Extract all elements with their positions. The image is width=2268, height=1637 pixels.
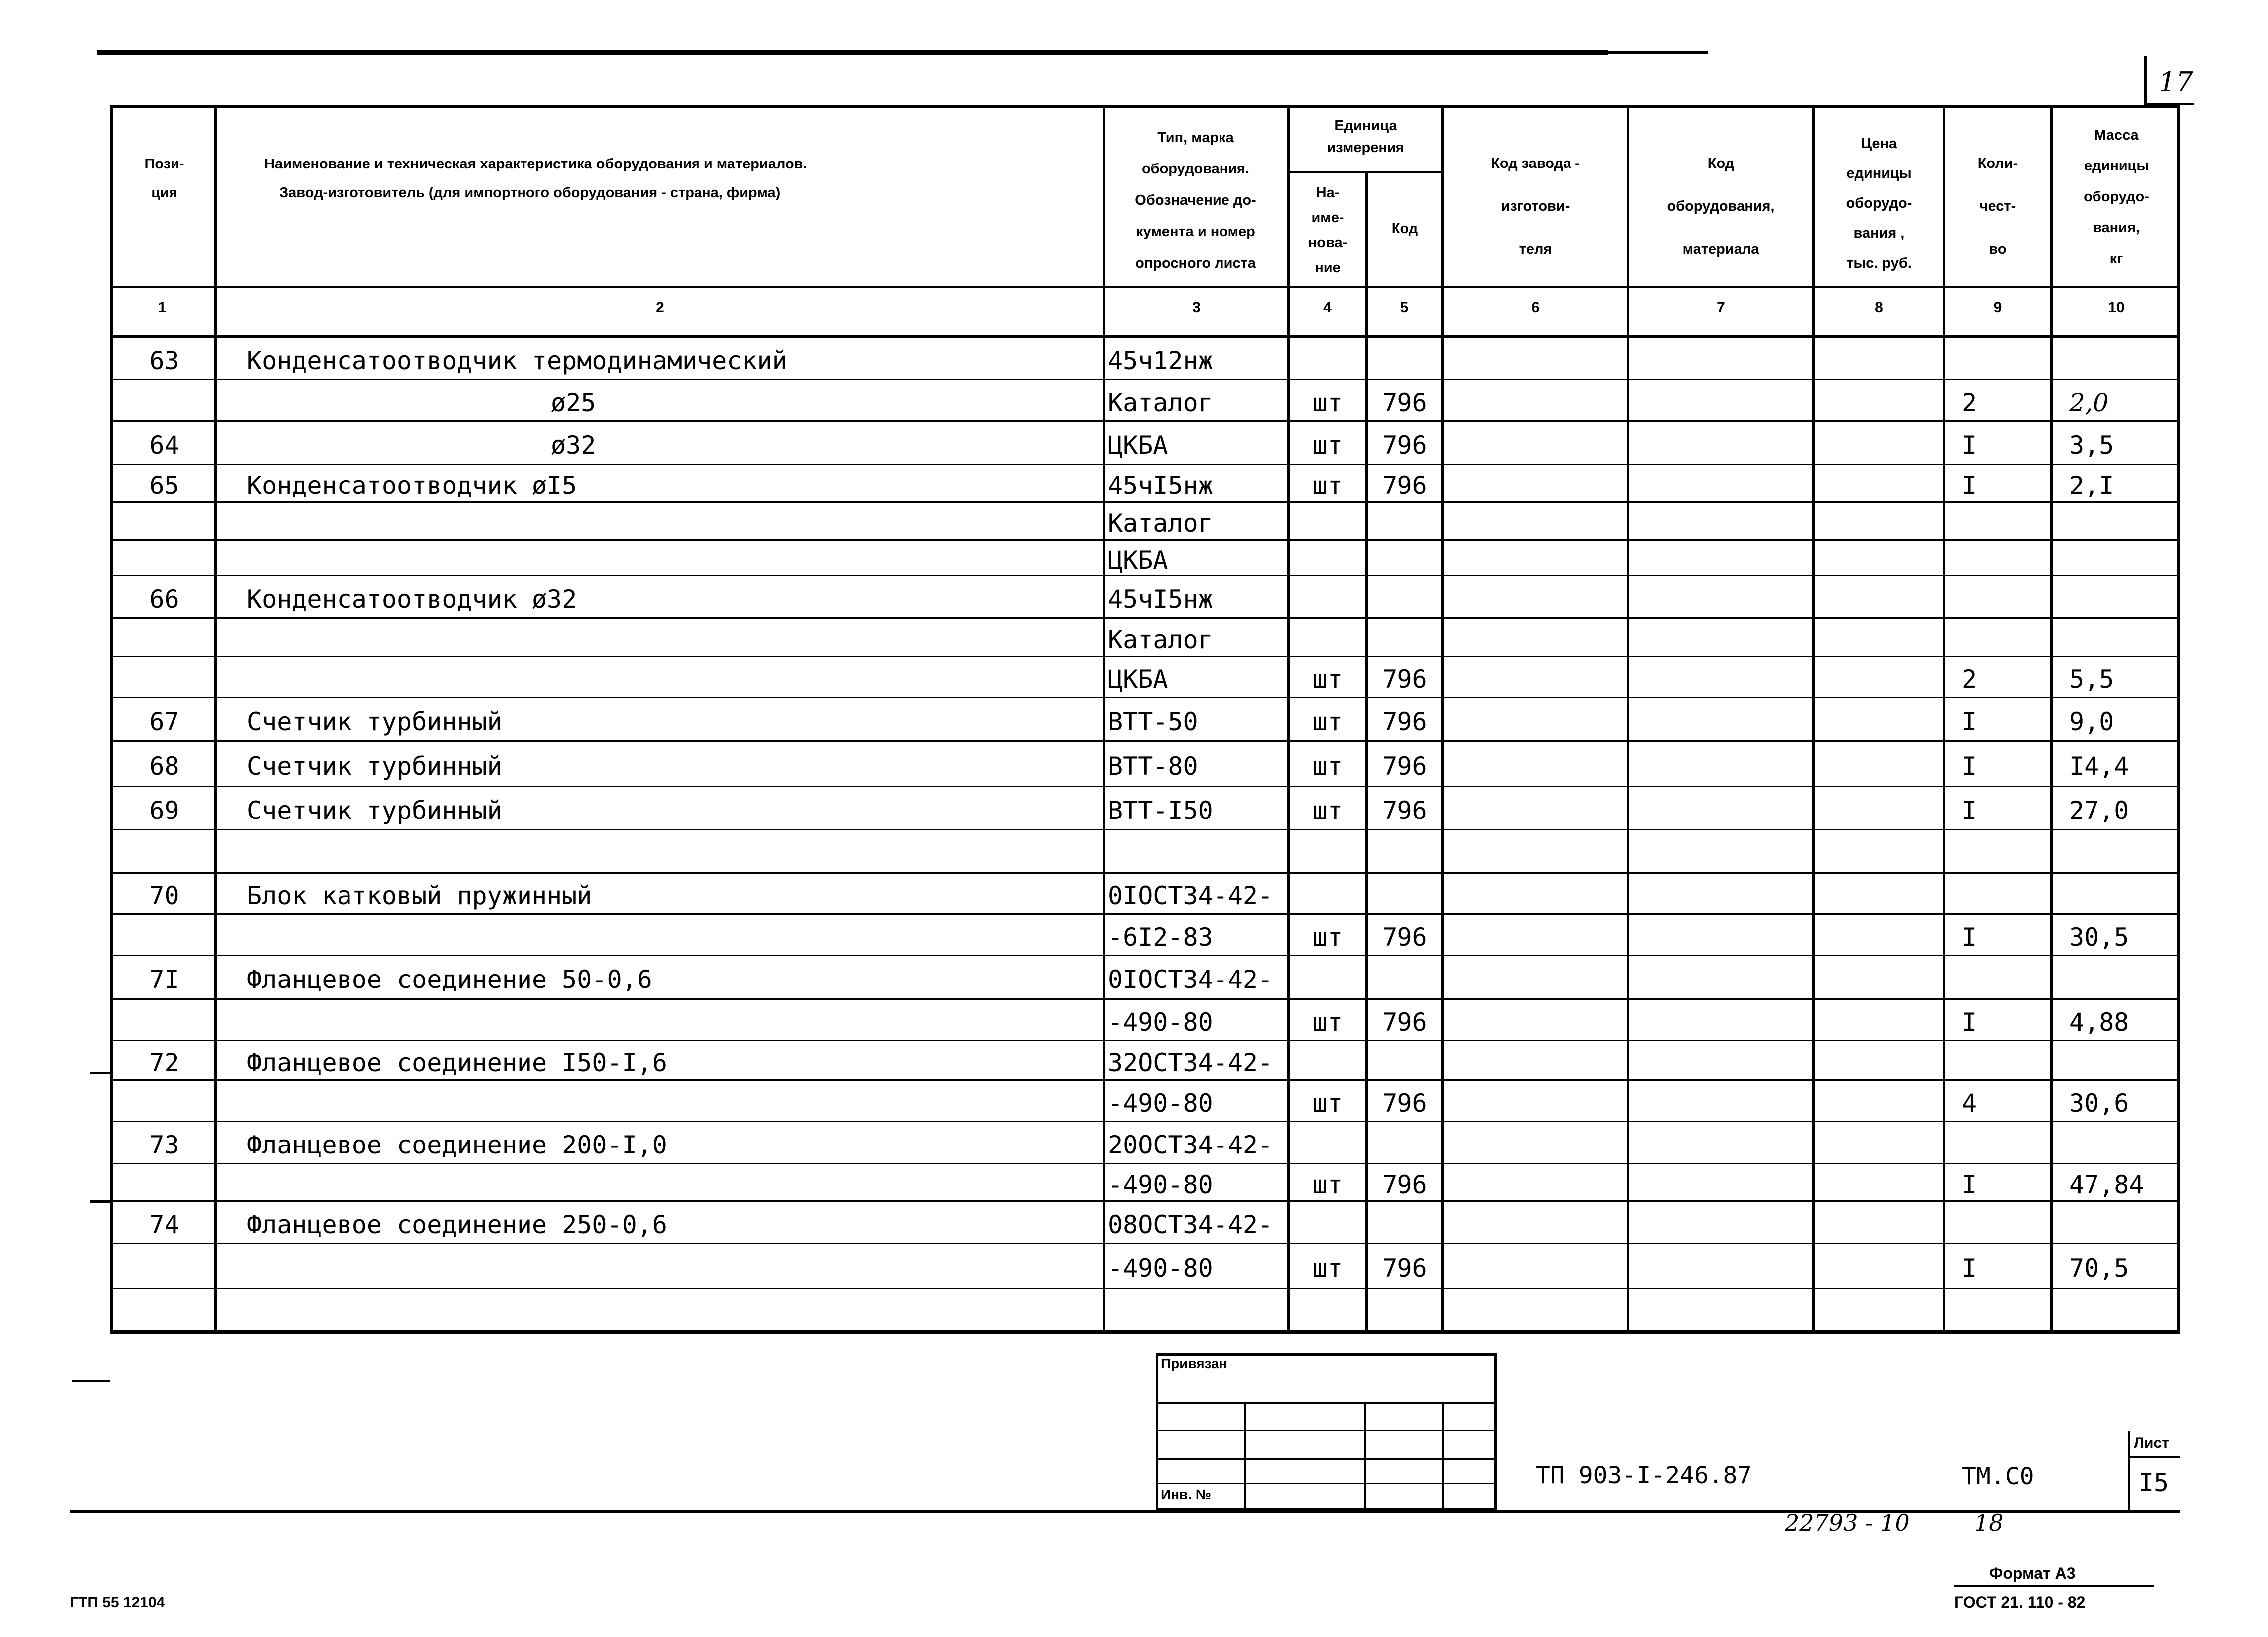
header-unit-group: Единица измерения: [1327, 118, 1404, 156]
column-number: 8: [1875, 299, 1883, 316]
row-name: ø25: [551, 388, 596, 417]
row-type: ЦКБА: [1108, 665, 1168, 694]
header-col5: Код: [1391, 221, 1418, 237]
header-col7: Код оборудования, материала: [1667, 156, 1775, 257]
row-quantity: I: [1962, 922, 1977, 952]
row-quantity: I: [1962, 1007, 1977, 1037]
row-type: -6I2-83: [1108, 922, 1213, 952]
header-col10: Масса единицы оборудо- вания, кг: [2084, 127, 2149, 267]
header-col1: Пози- ция: [144, 156, 184, 201]
row-mass: I4,4: [2069, 751, 2129, 781]
row-name: Счетчик турбинный: [247, 751, 502, 781]
row-unit: шт: [1312, 430, 1343, 460]
row-type: 0IОСТ34-42-: [1108, 881, 1273, 910]
row-type: 08ОСТ34-42-: [1108, 1210, 1273, 1239]
row-name: Блок катковый пружинный: [247, 881, 592, 910]
row-name: ø32: [551, 430, 596, 460]
row-position: 73: [149, 1130, 179, 1159]
row-type: 20ОСТ34-42-: [1108, 1130, 1273, 1159]
archive-number: 22793 - 10: [1785, 1509, 1910, 1536]
stamp-inv: Инв. №: [1161, 1487, 1212, 1502]
header-col4: На- име- нова- ние: [1308, 185, 1348, 276]
row-type: 45чI5нж: [1108, 471, 1213, 500]
column-number: 9: [1993, 299, 2002, 316]
row-type: ЦКБА: [1108, 430, 1168, 460]
row-position: 7I: [149, 965, 179, 994]
row-mass: 4,88: [2069, 1007, 2129, 1037]
row-position: 70: [149, 881, 179, 910]
row-unit: шт: [1312, 796, 1343, 825]
row-unit: шт: [1312, 471, 1343, 500]
sheet-number: I5: [2139, 1469, 2169, 1497]
row-mass: 5,5: [2069, 665, 2114, 694]
row-name: Конденсатоотводчик øI5: [247, 471, 577, 500]
row-type: -490-80: [1108, 1170, 1213, 1199]
row-name: Конденсатоотводчик термодинамический: [247, 346, 787, 375]
row-quantity: I: [1962, 796, 1977, 825]
column-number: 10: [2108, 299, 2125, 316]
row-type: Каталог: [1108, 388, 1213, 417]
row-quantity: 2: [1962, 388, 1977, 417]
row-mass: 9,0: [2069, 707, 2114, 736]
row-unit-code: 796: [1382, 1254, 1427, 1283]
header-col8: Цена единицы оборудо- вания , тыс. руб.: [1846, 136, 1912, 271]
row-type: 45ч12нж: [1108, 346, 1213, 375]
row-name: Счетчик турбинный: [247, 796, 502, 825]
row-position: 69: [149, 796, 179, 825]
row-unit-code: 796: [1382, 1170, 1427, 1199]
row-unit-code: 796: [1382, 1088, 1427, 1118]
footer-format: Формат А3: [1989, 1564, 2076, 1582]
row-unit: шт: [1312, 922, 1343, 952]
header-col2: Наименование и техническая характеристика оборудования и материалов. Завод-изготовитель (для импортного оборудования - страна, фирма): [264, 156, 807, 201]
row-quantity: I: [1962, 751, 1977, 781]
row-mass: 27,0: [2069, 796, 2129, 825]
row-mass: 70,5: [2069, 1254, 2129, 1283]
row-quantity: 4: [1962, 1088, 1977, 1118]
row-name: Счетчик турбинный: [247, 707, 502, 736]
row-position: 66: [149, 584, 179, 614]
row-unit-code: 796: [1382, 1007, 1427, 1037]
row-unit: шт: [1312, 665, 1343, 694]
sheet-corner-number: 17: [2159, 66, 2193, 98]
footer-gost: ГОСТ 21. 110 - 82: [1954, 1593, 2086, 1611]
row-unit: шт: [1312, 1254, 1343, 1283]
row-name: Конденсатоотводчик ø32: [247, 584, 577, 614]
row-name: Фланцевое соединение 50-0,6: [247, 965, 652, 994]
row-unit-code: 796: [1382, 665, 1427, 694]
column-number: 7: [1717, 299, 1725, 316]
row-position: 72: [149, 1048, 179, 1077]
row-unit: шт: [1312, 1088, 1343, 1118]
doc-code: ТП 903-I-246.87: [1536, 1462, 1752, 1489]
header-col9: Коли- чест- во: [1977, 156, 2018, 257]
column-number: 5: [1400, 299, 1409, 316]
row-unit-code: 796: [1382, 922, 1427, 952]
row-unit: шт: [1312, 1170, 1343, 1199]
row-type: ВТТ-50: [1108, 707, 1198, 736]
row-unit: шт: [1312, 751, 1343, 781]
row-unit-code: 796: [1382, 430, 1427, 460]
doc-mark: ТМ.С0: [1962, 1463, 2034, 1490]
column-number: 4: [1323, 299, 1332, 316]
row-type: ЦКБА: [1108, 545, 1168, 575]
row-name: Фланцевое соединение 250-0,6: [247, 1210, 667, 1239]
column-number: 3: [1192, 299, 1201, 316]
row-type: -490-80: [1108, 1088, 1213, 1118]
row-position: 63: [149, 346, 179, 375]
row-mass: 2,0: [2069, 388, 2109, 417]
row-type: 32ОСТ34-42-: [1108, 1048, 1273, 1077]
row-name: Фланцевое соединение 200-I,0: [247, 1130, 667, 1159]
row-quantity: I: [1962, 1254, 1977, 1283]
row-quantity: I: [1962, 707, 1977, 736]
row-quantity: I: [1962, 430, 1977, 460]
row-mass: 2,I: [2069, 471, 2114, 500]
stamp-privyazan: Привязан: [1161, 1356, 1227, 1371]
row-quantity: I: [1962, 1170, 1977, 1199]
row-quantity: 2: [1962, 665, 1977, 694]
row-mass: 30,5: [2069, 922, 2129, 952]
row-position: 65: [149, 471, 179, 500]
header-col3: Тип, марка оборудования. Обозначение до- кумента и номер опросного листа: [1135, 130, 1256, 271]
row-type: ВТТ-80: [1108, 751, 1198, 781]
next-sheet-number: 18: [1974, 1509, 2004, 1536]
row-mass: 30,6: [2069, 1088, 2129, 1118]
row-unit: шт: [1312, 1007, 1343, 1037]
row-unit-code: 796: [1382, 796, 1427, 825]
row-type: Каталог: [1108, 625, 1213, 654]
row-name: Фланцевое соединение I50-I,6: [247, 1048, 667, 1077]
row-type: -490-80: [1108, 1007, 1213, 1037]
row-unit: шт: [1312, 707, 1343, 736]
row-type: ВТТ-I50: [1108, 796, 1213, 825]
row-type: Каталог: [1108, 509, 1213, 538]
row-mass: 3,5: [2069, 430, 2114, 460]
row-mass: 47,84: [2069, 1170, 2144, 1199]
row-quantity: I: [1962, 471, 1977, 500]
row-unit: шт: [1312, 388, 1343, 417]
header-col6: Код завода - изготови- теля: [1491, 156, 1580, 257]
footer-left-code: ГТП 55 12104: [70, 1594, 165, 1611]
row-unit-code: 796: [1382, 707, 1427, 736]
row-type: -490-80: [1108, 1254, 1213, 1283]
row-type: 0IОСТ34-42-: [1108, 965, 1273, 994]
row-unit-code: 796: [1382, 388, 1427, 417]
row-position: 68: [149, 751, 179, 781]
row-position: 64: [149, 430, 179, 460]
row-unit-code: 796: [1382, 751, 1427, 781]
column-number: 1: [158, 299, 167, 316]
row-position: 74: [149, 1210, 179, 1239]
column-number: 6: [1531, 299, 1540, 316]
row-unit-code: 796: [1382, 471, 1427, 500]
sheet-label: Лист: [2134, 1435, 2169, 1451]
row-type: 45чI5нж: [1108, 584, 1213, 614]
row-position: 67: [149, 707, 179, 736]
column-number: 2: [656, 299, 664, 316]
